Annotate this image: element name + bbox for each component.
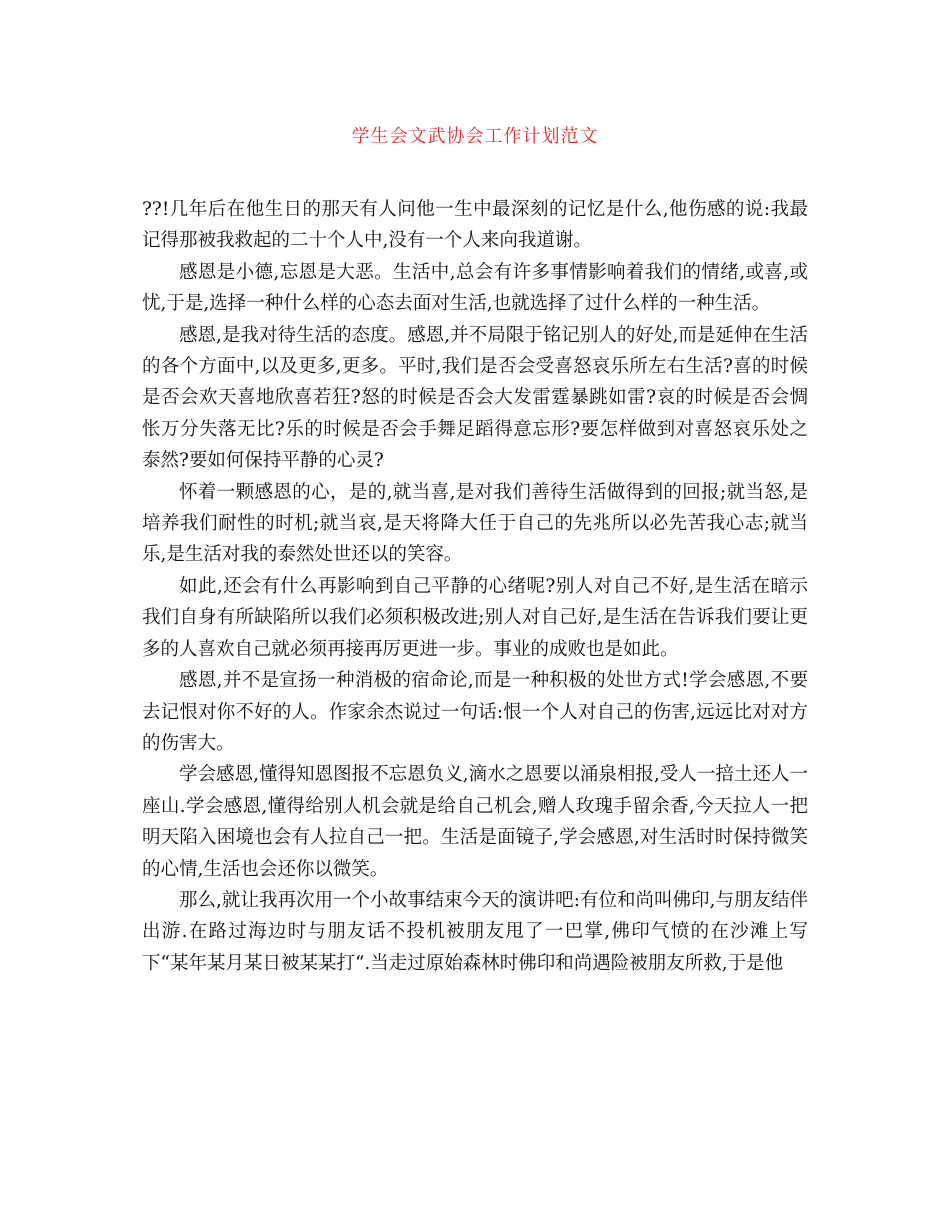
paragraph: ??!几年后在他生日的那天有人问他一生中最深刻的记忆是什么,他伤感的说:我最记得那被我救起的二十个人中,没有一个人来向我道谢。 (142, 199, 808, 252)
paragraph: 学会感恩,懂得知恩图报不忘恩负义,滴水之恩要以涌泉相报,受人一掊土还人一座山.学会感恩,懂得给别人机会就是给自己机会,赠人玫瑰手留余香,今天拉人一把明天陷入困境也会有人拉自己一把。生活是面镜子,学会感恩,对生活时时保持微笑的心情,生活也会还你以微笑。 (142, 764, 808, 880)
paragraph: 感恩,并不是宣扬一种消极的宿命论,而是一种积极的处世方式!学会感恩,不要去记恨对你不好的人。作家余杰说过一句话:恨一个人对自己的伤害,远远比对对方的伤害大。 (142, 670, 808, 754)
paragraph: 感恩,是我对待生活的态度。感恩,并不局限于铭记别人的好处,而是延伸在生活的各个方面中,以及更多,更多。平时,我们是否会受喜怒哀乐所左右生活?喜的时候是否会欢天喜地欣喜若狂?怒的时候是否会大发雷霆暴跳如雷?哀的时候是否会惆怅万分失落无比?乐的时候是否会手舞足蹈得意忘形?要怎样做到对喜怒哀乐处之泰然?要如何保持平静的心灵? (142, 324, 808, 472)
document-body (142, 194, 808, 979)
paragraph: 感恩是小德,忘恩是大恶。生活中,总会有许多事情影响着我们的情绪,或喜,或忧,于是,选择一种什么样的心态去面对生活,也就选择了过什么样的一种生活。 (142, 261, 808, 315)
paragraph: 那么,就让我再次用一个小故事结束今天的演讲吧:有位和尚叫佛印,与朋友结伴出游.在路过海边时与朋友话不投机被朋友甩了一巴掌,佛印气愤的在沙滩上写下“某年某月某日被某某打“.当走过原始森林时佛印和尚遇险被朋友所救,于是他 (142, 889, 808, 974)
document-title: 学生会文武协会工作计划范文 (351, 126, 599, 147)
paragraph: 如此,还会有什么再影响到自己平静的心绪呢?别人对自己不好,是生活在暗示我们自身有所缺陷所以我们必须积极改进;别人对自己好,是生活在告诉我们要让更多的人喜欢自己就必须再接再厉更进一步。事业的成败也是如此。 (142, 575, 808, 660)
paragraph: 怀着一颗感恩的心，是的,就当喜,是对我们善待生活做得到的回报;就当怒,是培养我们耐性的时机;就当哀,是天将降大任于自己的先兆所以必先苦我心志;就当乐,是生活对我的泰然处世还以的笑容。 (142, 481, 808, 566)
